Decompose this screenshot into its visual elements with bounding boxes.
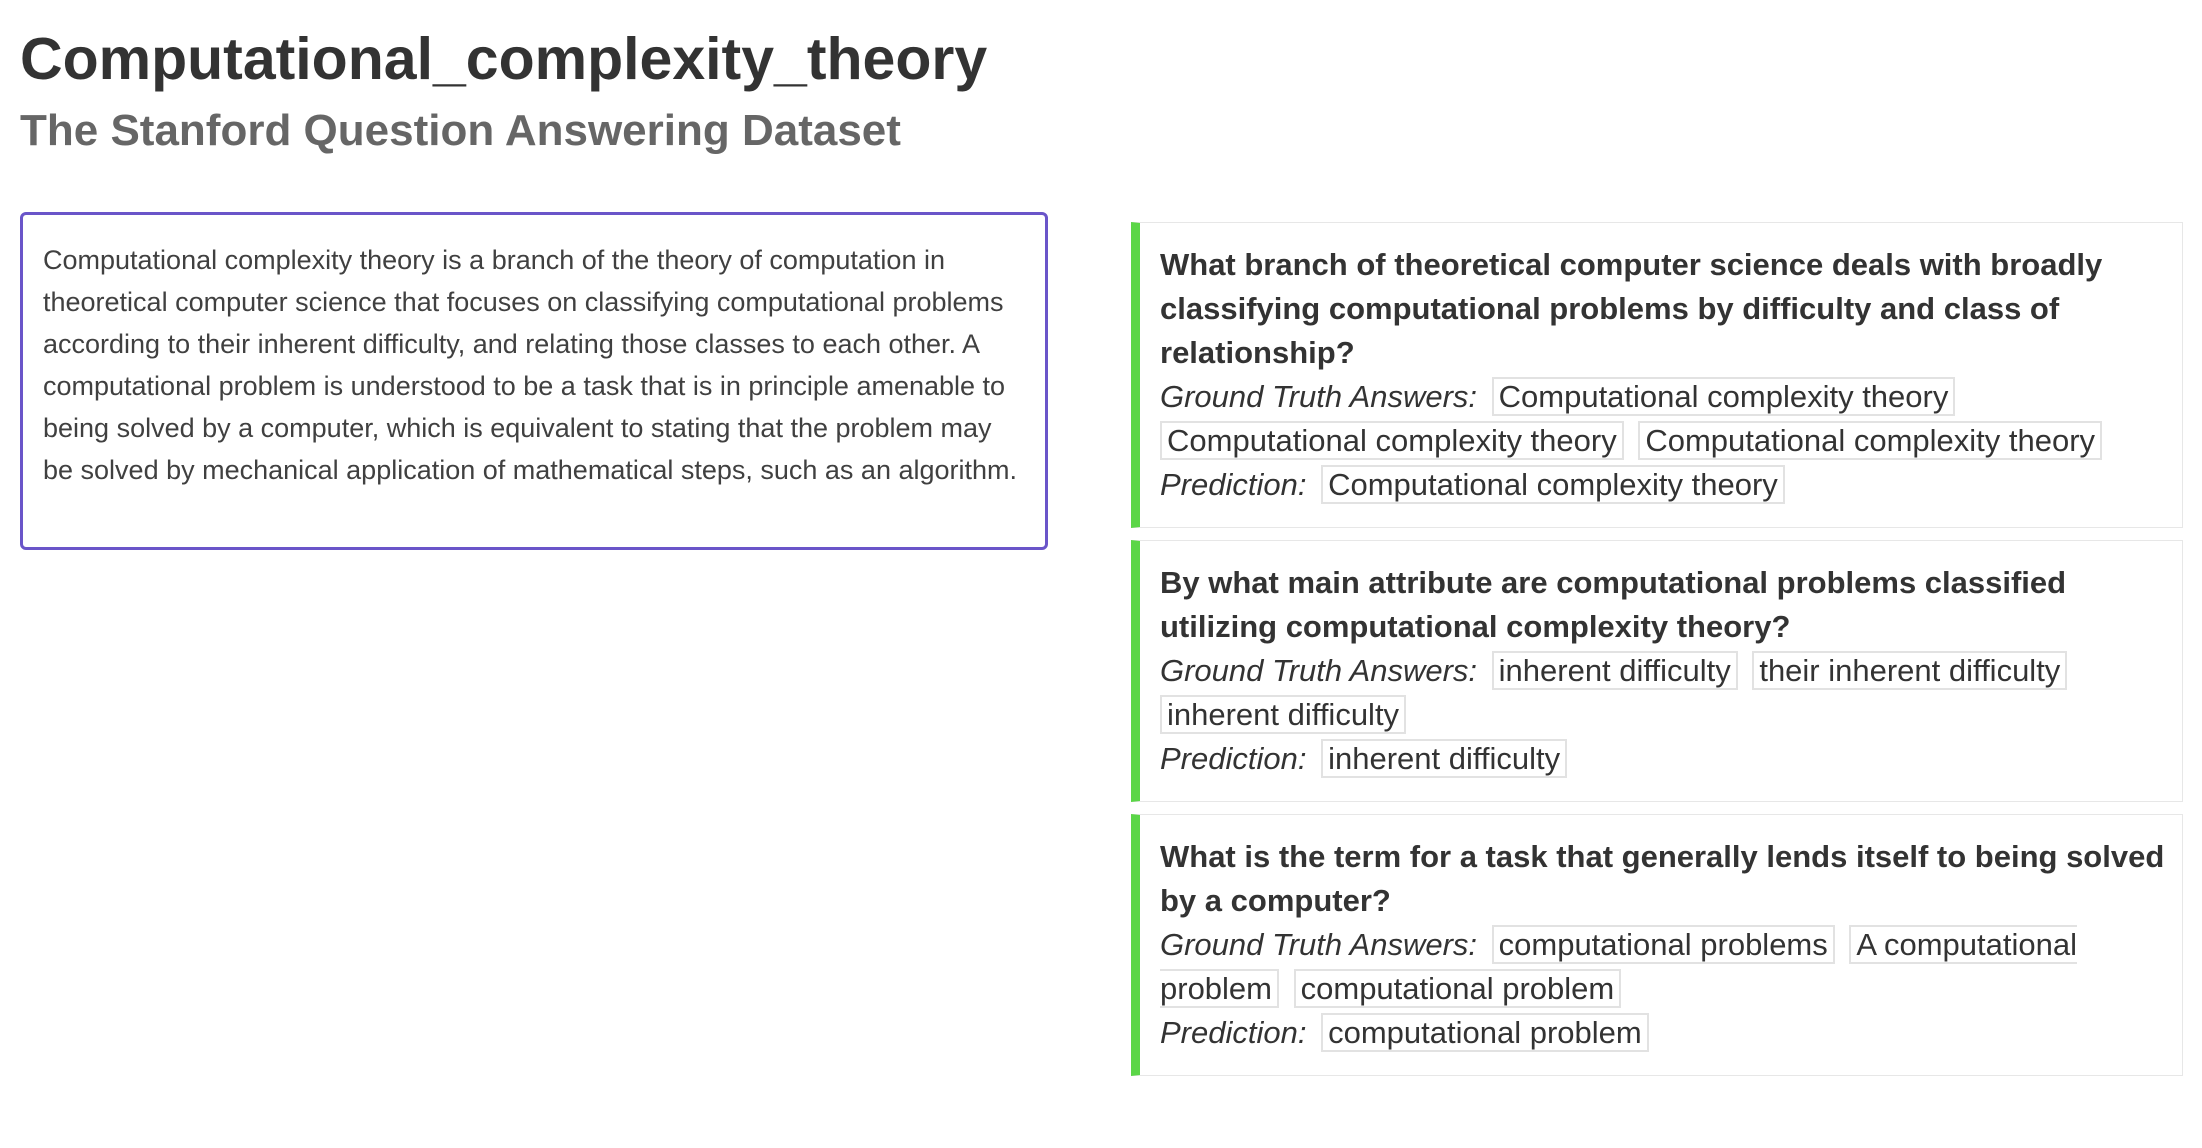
ground-truth-answer: their inherent difficulty [1752, 651, 2067, 690]
prediction-answer: inherent difficulty [1321, 739, 1567, 778]
question-text: What is the term for a task that generally lends itself to being solved by a computer? [1160, 839, 2165, 918]
ground-truth-answers [1160, 923, 2166, 1011]
question-text: By what main attribute are computational problems classified utilizing computational complexity theory? [1160, 565, 2067, 644]
ground-truth-answer: Computational complexity theory [1638, 421, 2102, 460]
qa-card [1131, 814, 2183, 1076]
context-paragraph: Computational complexity theory is a branch of the theory of computation in theoretical computer science that focuses on classifying computational problems according to their inherent difficulty, and relating those classes to each other. A computational problem is understood to be a task that is in principle amenable to being solved by a computer, which is equivalent to stating that the problem may be solved by mechanical application of mathematical steps, such as an algorithm. [20, 212, 1048, 550]
prediction-label: Prediction: [1160, 467, 1307, 502]
ground-truth-answers [1160, 375, 2166, 463]
ground-truth-answer: A computational problem [1160, 927, 2077, 1006]
page-title: Computational_complexity_theory [20, 26, 988, 92]
prediction [1160, 463, 2166, 507]
ground-truth-label: Ground Truth Answers: [1160, 653, 1478, 688]
ground-truth-answer: computational problems [1492, 925, 1835, 964]
prediction-label: Prediction: [1160, 1015, 1307, 1050]
question-text: What branch of theoretical computer science deals with broadly classifying computational problems by difficulty and class of relationship? [1160, 247, 2103, 370]
qa-card [1131, 540, 2183, 802]
ground-truth-answers [1160, 649, 2166, 737]
qa-list [1131, 222, 2183, 1088]
prediction [1160, 737, 2166, 781]
page-subtitle: The Stanford Question Answering Dataset [20, 106, 901, 155]
prediction-answer: Computational complexity theory [1321, 465, 1785, 504]
ground-truth-answer: computational problem [1294, 969, 1622, 1008]
prediction-label: Prediction: [1160, 741, 1307, 776]
ground-truth-answer: inherent difficulty [1492, 651, 1738, 690]
ground-truth-answer: Computational complexity theory [1160, 421, 1624, 460]
ground-truth-label: Ground Truth Answers: [1160, 379, 1478, 414]
ground-truth-answer: Computational complexity theory [1492, 377, 1956, 416]
prediction-answer: computational problem [1321, 1013, 1649, 1052]
prediction [1160, 1011, 2166, 1055]
ground-truth-label: Ground Truth Answers: [1160, 927, 1478, 962]
qa-card [1131, 222, 2183, 528]
ground-truth-answer: inherent difficulty [1160, 695, 1406, 734]
